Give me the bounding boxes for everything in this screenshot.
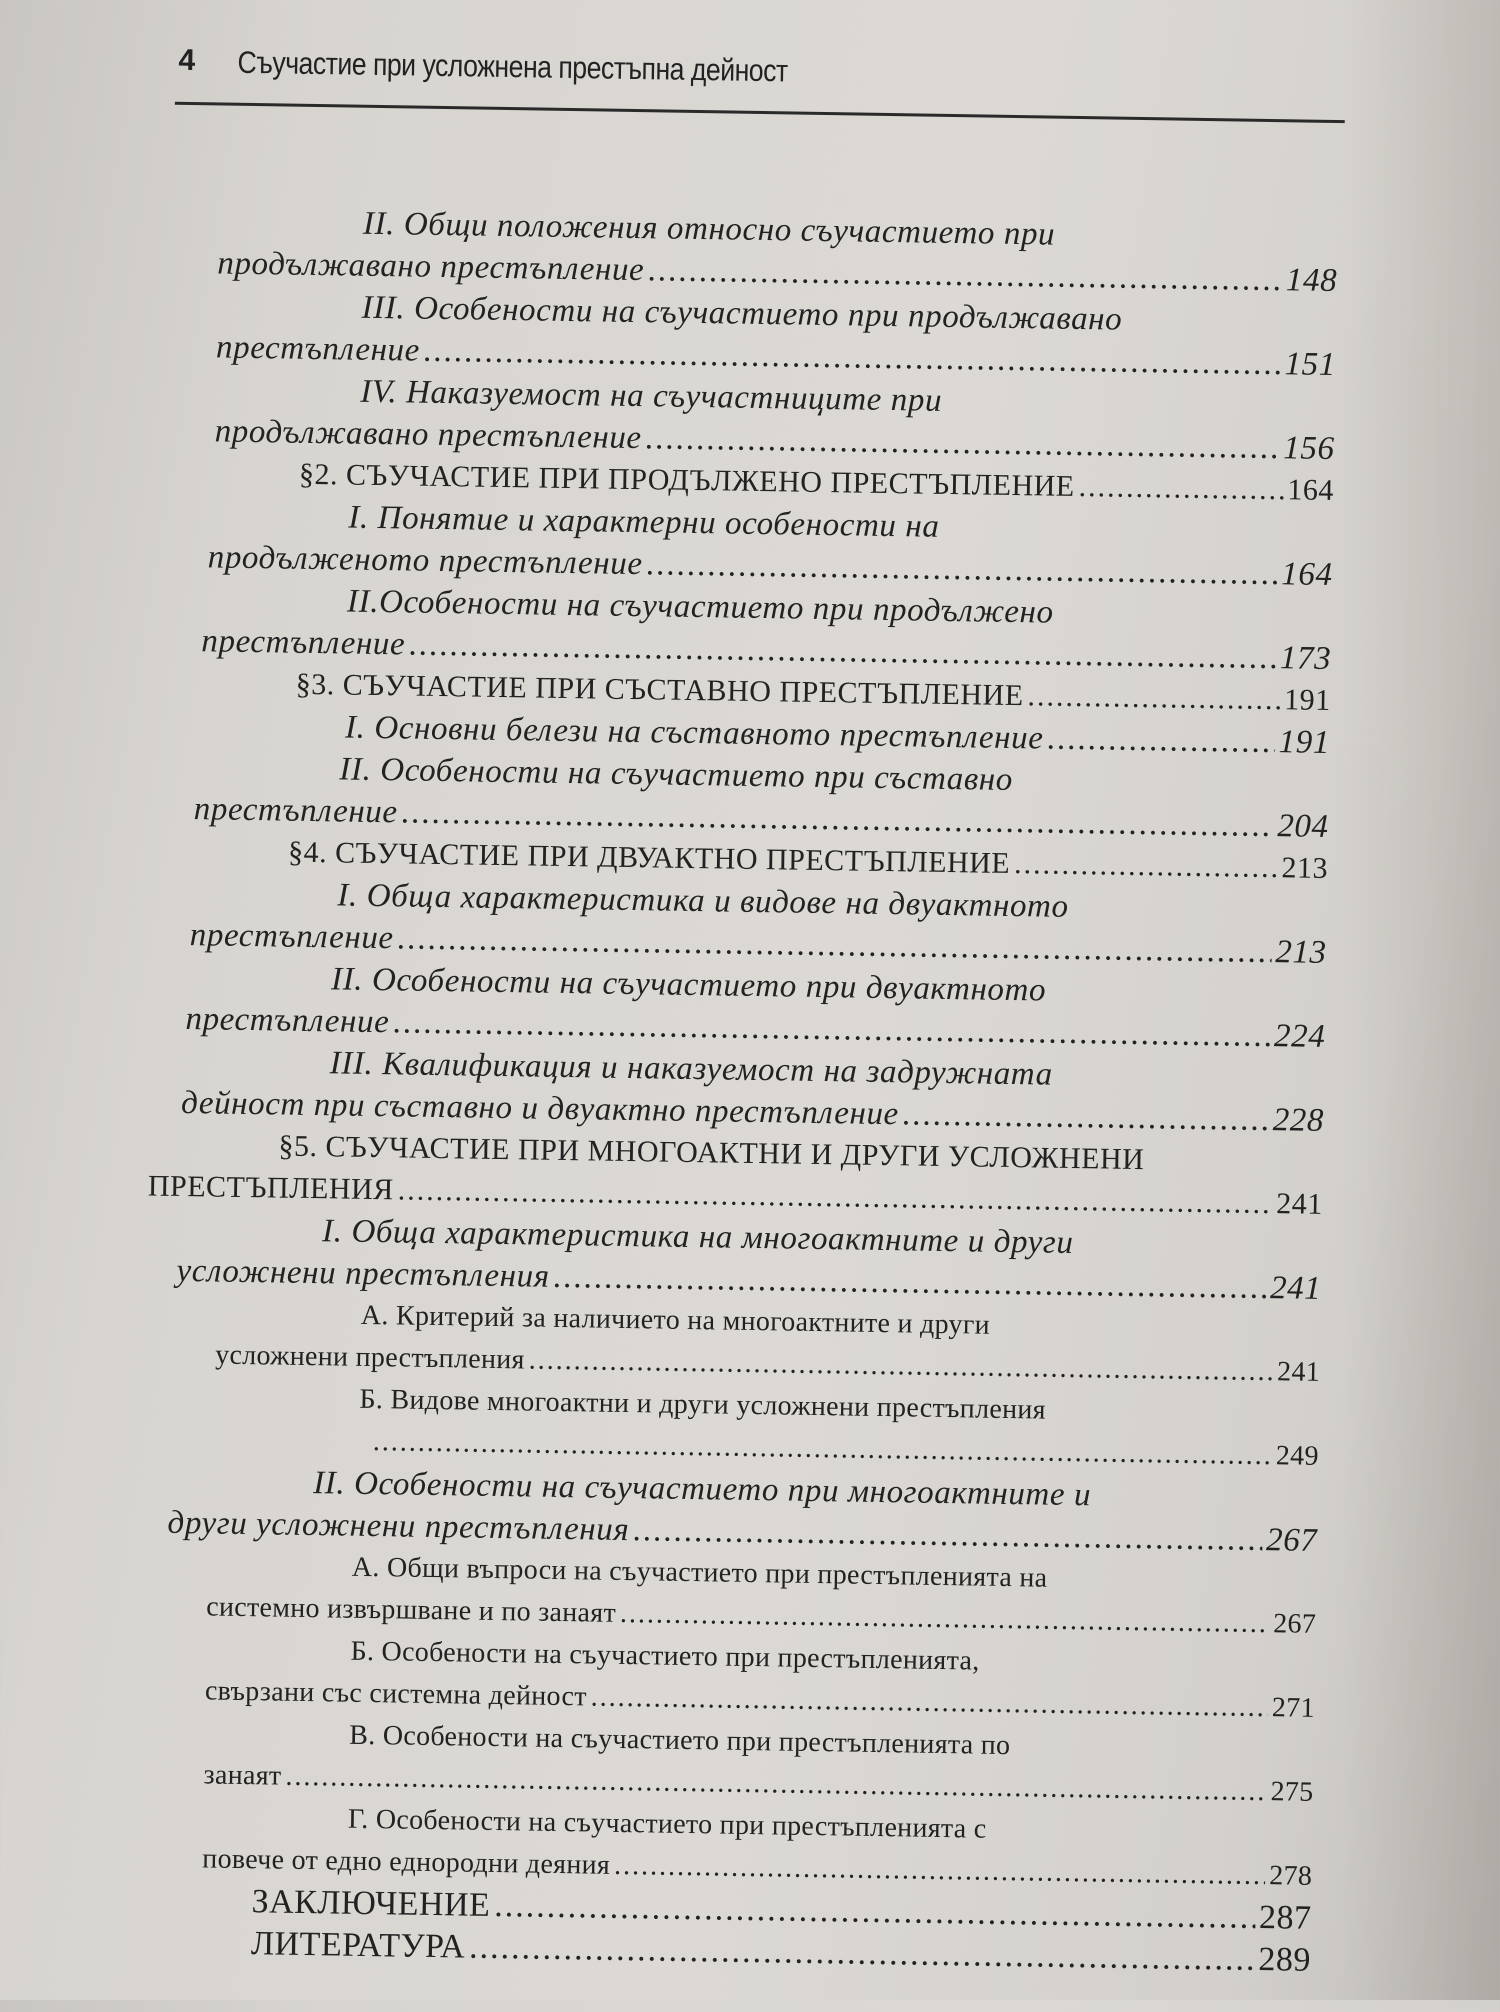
toc-page-number: 213 [1275, 934, 1327, 971]
table-of-contents [136, 200, 1339, 1982]
dot-leader [1027, 675, 1280, 721]
running-header [175, 40, 1346, 123]
toc-entry-title: Г. Особености на съучастието при престъпленията с [347, 1803, 987, 1845]
toc-entry-title-continued: престъпление [215, 329, 421, 369]
toc-page-number: 156 [1283, 430, 1335, 468]
toc-entry-title-continued: продължавано престъпление [217, 245, 645, 289]
toc-page-number: 204 [1277, 808, 1329, 845]
toc-page-number: 148 [1285, 262, 1338, 300]
toc-page-number: 241 [1269, 1270, 1322, 1307]
toc-entry-title: II. Особености на съучастието при многоактните и [312, 1465, 1092, 1514]
toc-page-number: 241 [1276, 1356, 1321, 1388]
toc-entry-title: I. Обща характеристика на многоактните и други [321, 1213, 1074, 1262]
toc-entry-title-continued: усложнени престъпления [176, 1252, 550, 1295]
toc-entry-title-continued: занаят [203, 1759, 282, 1792]
toc-entry-title: I. Понятие и характерни особености на [348, 499, 940, 545]
toc-page-number: 287 [1258, 1899, 1312, 1937]
dot-leader [1078, 466, 1283, 511]
toc-entry-title-continued: дейност при съставно и двуактно престъпление [180, 1084, 900, 1133]
running-title: Съучастие при усложнена престъпна дейност [237, 44, 788, 89]
toc-entry-title: II. Особености на съучастието при съставно [339, 751, 1014, 798]
toc-entry-title-continued: свързани със системна дейност [204, 1675, 588, 1713]
page-number: 4 [178, 43, 196, 78]
toc-entry-title: §3. СЪУЧАСТИЕ ПРИ СЪСТАВНО ПРЕСТЪПЛЕНИЕ [295, 667, 1024, 713]
toc-entry-title: ЗАКЛЮЧЕНИЕ [251, 1883, 491, 1924]
toc-entry-title: II.Особености на съучастието при продължено [346, 583, 1054, 631]
toc-page-number: 249 [1275, 1440, 1320, 1472]
toc-entry-title: III. Квалификация и наказуемост на задружната [329, 1045, 1054, 1093]
toc-entry-title: I. Основни белези на съставното престъпление [344, 709, 1044, 757]
toc-page-number: 164 [1281, 556, 1333, 593]
toc-page-number: 191 [1278, 724, 1331, 761]
toc-entry-title: III. Особености на съучастието при продължавано [361, 289, 1123, 338]
toc-entry-title-continued: усложнени престъпления [214, 1339, 525, 1376]
toc-entry-title-continued: престъпление [193, 791, 398, 831]
toc-page-number: 173 [1279, 640, 1332, 677]
toc-entry-title: I. Обща характеристика и видове на двуактното [337, 877, 1069, 925]
toc-page-number: 224 [1273, 1018, 1326, 1055]
toc-page-number: 275 [1270, 1776, 1314, 1808]
toc-entry-title-continued: престъпление [201, 623, 406, 663]
toc-entry-title: А. Общи въпроси на съучастието при престъпленията на [351, 1551, 1048, 1594]
toc-entry-title: Б. Особености на съучастието при престъпленията, [350, 1635, 980, 1677]
toc-entry-title-continued: престъпление [185, 1001, 390, 1041]
toc-entry-title-continued: повече от едно еднородни деяния [202, 1843, 611, 1881]
toc-page-number: 191 [1283, 683, 1331, 717]
toc-entry-title: А. Критерий за наличието на многоактните и други [360, 1299, 991, 1341]
dot-leader [902, 1093, 1269, 1141]
toc-entry-title: II. Особености на съучастието при двуактното [330, 961, 1047, 1009]
toc-page-number: 271 [1271, 1692, 1316, 1724]
toc-entry-title-continued: ПРЕСТЪПЛЕНИЯ [147, 1169, 394, 1207]
toc-entry-title: ЛИТЕРАТУРА [250, 1925, 466, 1966]
toc-page-number: 267 [1265, 1522, 1318, 1559]
toc-page-number: 278 [1269, 1860, 1313, 1892]
toc-entry-title-continued: престъпление [189, 917, 394, 957]
toc-entry-title-continued: продълженото престъпление [207, 539, 643, 583]
dot-leader [1047, 718, 1275, 764]
toc-page-number: 164 [1287, 473, 1335, 508]
toc-page-number: 267 [1272, 1608, 1317, 1640]
toc-entry-title: В. Особености на съучастието при престъпленията по [349, 1719, 1011, 1762]
toc-page-number: 241 [1275, 1187, 1323, 1221]
toc-entry-title-continued: системно извършване и по занаят [206, 1591, 617, 1629]
toc-entry-title: IV. Наказуемост на съучастниците при [360, 373, 943, 419]
toc-entry-title-continued: продължавано престъпление [214, 413, 642, 457]
toc-entry-title: II. Общи положения относно съучастието при [362, 205, 1056, 253]
toc-entry-title-continued: други усложнени престъпления [167, 1504, 630, 1549]
toc-page-number: 228 [1272, 1102, 1325, 1139]
toc-page-number: 151 [1284, 346, 1337, 384]
toc-page-number: 289 [1258, 1941, 1312, 1979]
toc-page-number: 213 [1281, 851, 1329, 885]
dot-leader [1014, 843, 1278, 889]
toc-entry-title: §5. СЪУЧАСТИЕ ПРИ МНОГОАКТНИ И ДРУГИ УСЛОЖНЕНИ [278, 1129, 1145, 1177]
toc-entry-title: §4. СЪУЧАСТИЕ ПРИ ДВУАКТНО ПРЕСТЪПЛЕНИЕ [287, 835, 1011, 880]
toc-entry-title: §2. СЪУЧАСТИЕ ПРИ ПРОДЪЛЖЕНО ПРЕСТЪПЛЕНИЕ [298, 457, 1075, 503]
toc-entry-title: Б. Видове многоактни и други усложнени престъпления [359, 1383, 1047, 1426]
